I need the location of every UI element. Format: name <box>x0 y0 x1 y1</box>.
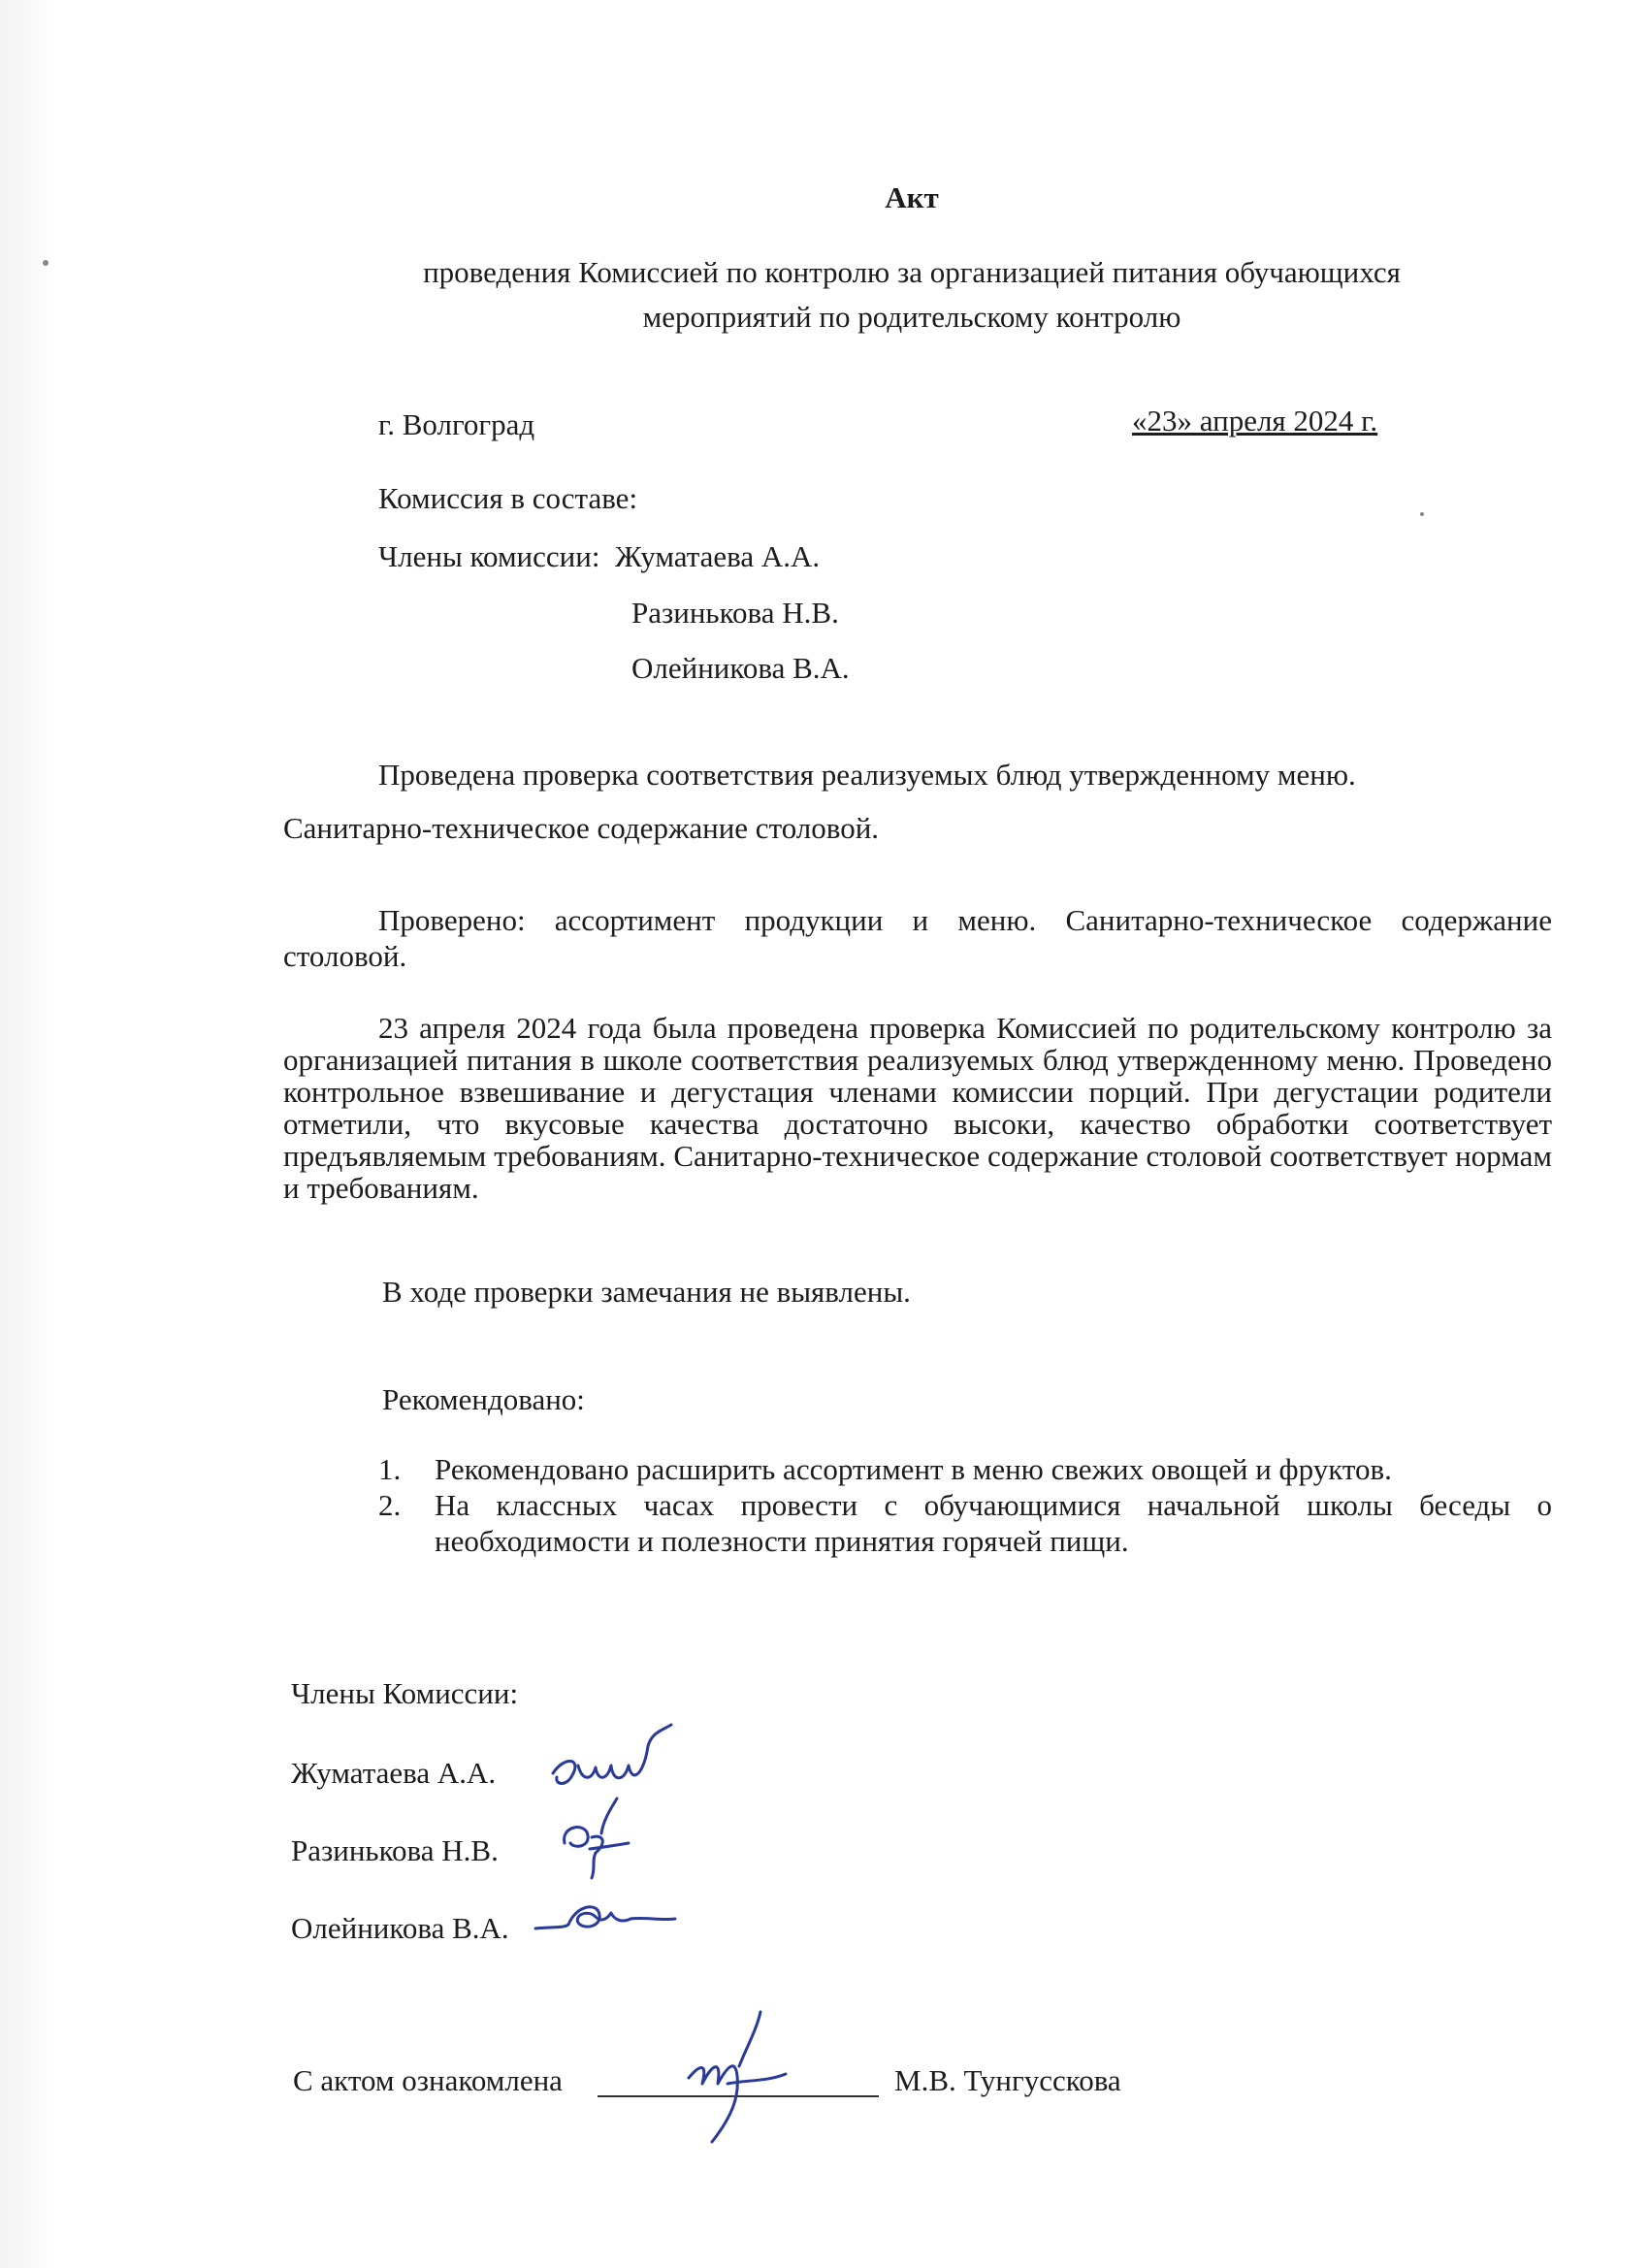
paragraph-checked <box>283 902 1552 974</box>
document-title: Акт <box>885 180 939 214</box>
paragraph-check-continuation: Санитарно-техническое содержание столовой. <box>283 811 880 845</box>
paragraph-checked-text: Проверено: ассортимент продукции и меню. Санитарно-техническое содержание столовой. <box>283 903 1552 973</box>
document-subtitle <box>0 250 1649 340</box>
member-name: Жуматаева А.А. <box>615 539 821 573</box>
members-label: Члены комиссии: <box>378 539 600 573</box>
paragraph-no-remarks: В ходе проверки замечания не выявлены. <box>382 1275 911 1309</box>
acknowledged-name: М.В. Тунгусскова <box>894 2063 1121 2097</box>
signer-name: Разинькова Н.В. <box>291 1833 499 1867</box>
acknowledged-label: С актом ознакомлена <box>293 2063 563 2097</box>
recommendation-text: На классных часах провести с обучающимися начальной школы беседы о необходимости и полезности принятия горячей пищи. <box>435 1488 1552 1558</box>
recommendation-list <box>378 1451 1552 1559</box>
city: г. Волгоград <box>378 407 535 441</box>
paragraph-check-text: Проведена проверка соответствия реализуемых блюд утвержденному меню. <box>378 758 1356 792</box>
handwritten-signature <box>534 1892 679 1950</box>
paragraph-main-text: 23 апреля 2024 года была проведена проверка Комиссией по родительскому контролю за организацией питания в школе соответствия реализуемых блюд утвержденному меню. Проведено контрольное взвешивание и дегустация членами комиссии порций. При дегустации родители отметили, что вкусовые качества достаточно высоки, качество обработки соответствует предъявляемым требованиям. Санитарно-техническое содержание столовой соответствует нормам и требованиям. <box>283 1011 1552 1205</box>
signer-name: Олейникова В.А. <box>291 1911 509 1945</box>
recommendation-item <box>378 1451 1552 1487</box>
handwritten-signature <box>553 1804 640 1882</box>
document-date: «23» апреля 2024 г. <box>1132 404 1378 437</box>
recommendation-number: 2. <box>378 1488 402 1522</box>
subtitle-line-2: мероприятий по родительскому контролю <box>642 300 1181 334</box>
scan-shadow <box>0 0 58 2268</box>
recommendation-text: Рекомендовано расширить ассортимент в меню свежих овощей и фруктов. <box>435 1452 1392 1486</box>
handwritten-signature <box>669 2008 815 2144</box>
handwritten-signature <box>543 1727 679 1814</box>
subtitle-line-1: проведения Комиссией по контролю за организацией питания обучающихся <box>423 255 1401 289</box>
commission-label: Комиссия в составе: <box>378 481 638 515</box>
recommendation-number: 1. <box>378 1452 402 1486</box>
recommended-label: Рекомендовано: <box>382 1382 585 1416</box>
recommendation-item <box>378 1487 1552 1559</box>
signer-name: Жуматаева А.А. <box>291 1756 497 1790</box>
member-name: Олейникова В.А. <box>631 651 850 685</box>
signatures-label: Члены Комиссии: <box>291 1676 519 1710</box>
paragraph-main <box>283 1012 1552 1204</box>
paragraph-check <box>283 757 1552 793</box>
scan-speck <box>1420 512 1424 516</box>
member-name: Разинькова Н.В. <box>631 596 839 630</box>
